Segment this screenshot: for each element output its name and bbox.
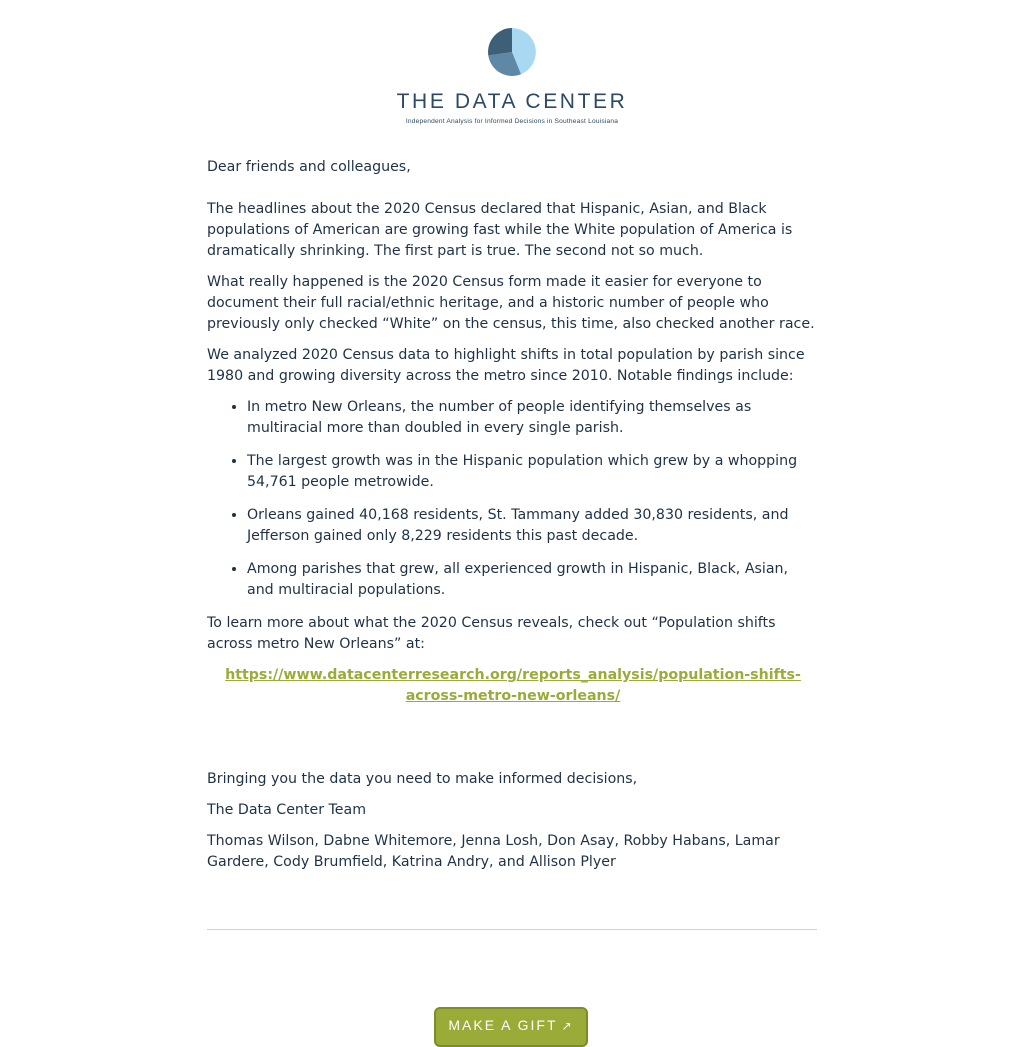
paragraph-headlines: The headlines about the 2020 Census declared that Hispanic, Asian, and Black populations of American are growing fast while the White population of America is dramatically shrinking. The first part is true. The second not so much. [207,201,793,259]
email-body [207,157,819,883]
paragraph-learn-more: To learn more about what the 2020 Census reveals, check out “Population shifts across metro New Orleans” at: [207,615,776,652]
greeting: Dear friends and colleagues, [207,159,411,175]
make-a-gift-button[interactable] [434,1007,588,1047]
team-members: Thomas Wilson, Dabne Whitemore, Jenna Losh, Don Asay, Robby Habans, Lamar Gardere, Cody Brumfield, Katrina Andry, and Allison Plyer [207,833,780,870]
paragraph-analysis: We analyzed 2020 Census data to highlight shifts in total population by parish since 1980 and growing diversity across the metro since 2010. Notable findings include: [207,347,805,384]
logo [0,28,1024,126]
logo-title: THE DATA CENTER [396,90,628,113]
external-link-icon: ↗ [561,1019,574,1033]
report-link-container [207,665,819,707]
list-item: • Orleans gained 40,168 residents, St. Tammany added 30,830 residents, and Jefferson gained only 8,229 residents this past decade. [247,505,819,547]
list-item: • Among parishes that grew, all experienced growth in Hispanic, Black, Asian, and multiracial populations. [247,559,819,601]
paragraph-census-form: What really happened is the 2020 Census form made it easier for everyone to document their full racial/ethnic heritage, and a historic number of people who previously only checked “White” on the census, this time, also checked another race. [207,274,815,332]
findings-list [207,397,819,601]
divider [207,929,817,930]
list-item: • The largest growth was in the Hispanic population which grew by a whopping 54,761 people metrowide. [247,451,819,493]
logo-tagline: Independent Analysis for Informed Decisions in Southeast Louisiana [405,118,619,125]
closing-line: Bringing you the data you need to make informed decisions, [207,771,638,787]
make-a-gift-label: MAKE A GIFT [448,1017,558,1033]
spacer [207,717,819,769]
team-signature: The Data Center Team [207,802,367,818]
pie-chart-logo-icon [488,28,536,76]
list-item: • In metro New Orleans, the number of people identifying themselves as multiracial more than doubled in every single parish. [247,397,819,439]
report-link[interactable]: https://www.datacenterresearch.org/reports_analysis/population-shifts-across-metro-new-orleans/ [225,667,801,704]
